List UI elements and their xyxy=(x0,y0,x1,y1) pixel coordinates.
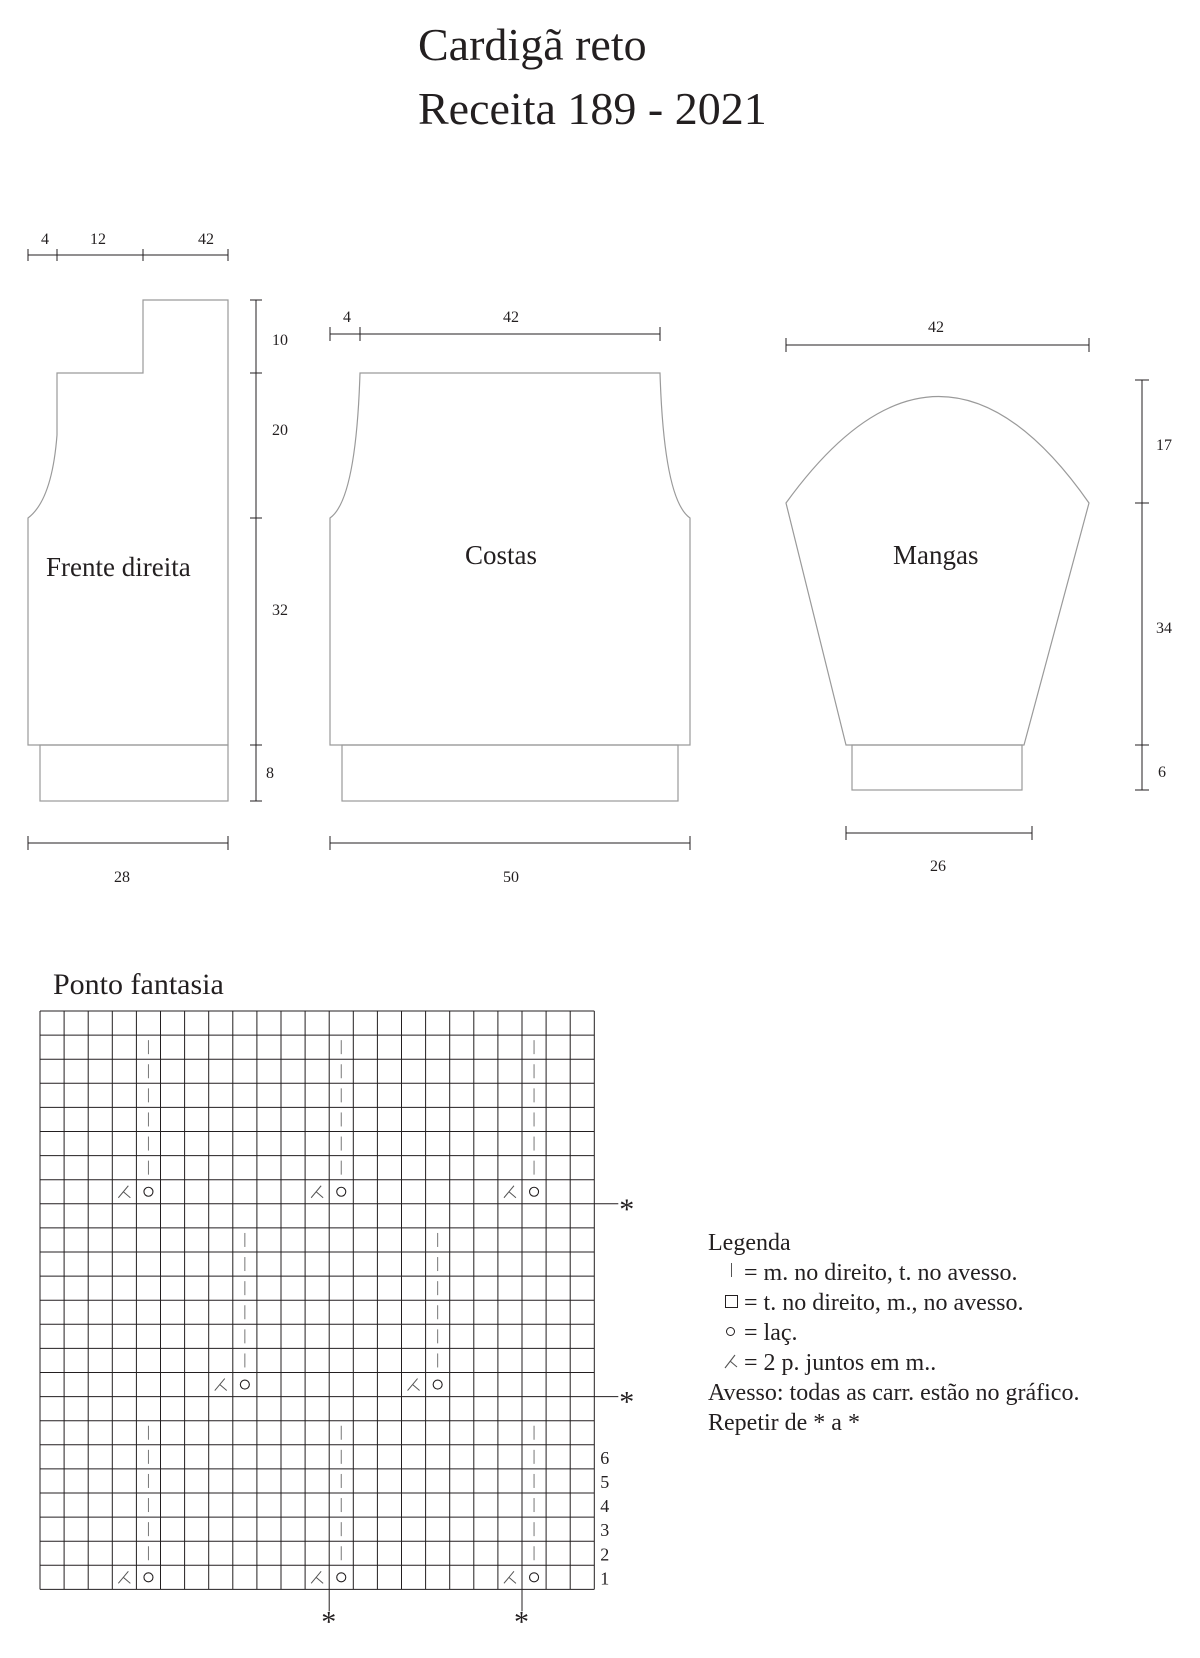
k2tog-symbol xyxy=(408,1379,420,1391)
legend-text-knit: = m. no direito, t. no avesso. xyxy=(744,1260,1018,1286)
front-dim-10: 10 xyxy=(272,332,288,349)
yarn-over-symbol xyxy=(337,1187,346,1196)
back-top-dimension xyxy=(330,327,660,341)
yarn-over-symbol xyxy=(337,1573,346,1582)
back-dim-4: 4 xyxy=(343,309,351,326)
front-dim-width: 42 xyxy=(198,231,214,248)
yarn-over-symbol xyxy=(144,1573,153,1582)
sleeve-top-dimension xyxy=(786,338,1089,352)
sleeve-piece-label: Mangas xyxy=(893,540,979,570)
sleeve-bottom-dimension xyxy=(846,826,1032,840)
page-title: Cardigã reto xyxy=(418,19,647,70)
front-top-dimension xyxy=(28,249,228,261)
chart-title: Ponto fantasia xyxy=(53,968,224,1001)
front-dim-neck-depth: 4 xyxy=(41,231,49,248)
legend xyxy=(708,1228,1079,1438)
front-dim-28: 28 xyxy=(114,869,130,886)
repeat-markers xyxy=(321,1193,634,1639)
front-side-dimension xyxy=(250,300,262,801)
stitch-chart-grid xyxy=(40,1011,594,1589)
yarn-over-icon xyxy=(722,1322,742,1344)
row-number: 3 xyxy=(600,1520,610,1541)
legend-item-purl xyxy=(708,1288,1079,1318)
sleeve-dim-34: 34 xyxy=(1156,620,1172,637)
front-dim-8: 8 xyxy=(266,765,274,782)
row-number: 4 xyxy=(600,1496,610,1517)
k2tog-symbol xyxy=(118,1571,130,1583)
yarn-over-symbol xyxy=(433,1380,442,1389)
yarn-over-symbol xyxy=(530,1187,539,1196)
k2tog-symbol xyxy=(311,1186,323,1198)
front-dim-20: 20 xyxy=(272,422,288,439)
repeat-marker-top: * xyxy=(619,1192,635,1226)
back-piece xyxy=(330,373,690,801)
sleeve-dim-17: 17 xyxy=(1156,437,1172,454)
k2tog-symbol xyxy=(311,1571,323,1583)
yarn-over-symbol xyxy=(144,1187,153,1196)
row-number: 6 xyxy=(600,1447,610,1468)
repeat-marker-bottom: * xyxy=(321,1605,337,1639)
sleeve-dim-6: 6 xyxy=(1158,764,1166,781)
legend-text-yo: = laç. xyxy=(744,1320,798,1346)
row-numbers xyxy=(600,1448,609,1589)
knit-icon xyxy=(722,1262,742,1284)
front-bottom-dimension xyxy=(28,836,228,850)
back-bottom-dimension xyxy=(330,836,690,850)
back-piece-label: Costas xyxy=(465,540,538,570)
yarn-over-symbol xyxy=(530,1573,539,1582)
yarn-over-symbol xyxy=(240,1380,249,1389)
stitch-chart-symbols xyxy=(118,1040,538,1583)
legend-item-k2tog xyxy=(708,1348,1079,1378)
legend-note-repeat: Repetir de * a * xyxy=(708,1410,860,1436)
row-number: 1 xyxy=(600,1568,610,1589)
k2tog-icon xyxy=(722,1352,742,1374)
legend-item-knit xyxy=(708,1258,1079,1288)
sleeve-dim-42: 42 xyxy=(928,319,944,336)
row-number: 5 xyxy=(600,1471,610,1492)
legend-text-k2tog: = 2 p. juntos em m.. xyxy=(744,1350,937,1376)
repeat-marker-mid: * xyxy=(619,1385,635,1419)
legend-item-yo xyxy=(708,1318,1079,1348)
sleeve-piece xyxy=(786,397,1089,791)
front-piece xyxy=(28,300,228,801)
k2tog-symbol xyxy=(504,1571,516,1583)
legend-title: Legenda xyxy=(708,1230,791,1256)
back-dim-42: 42 xyxy=(503,309,519,326)
legend-text-purl: = t. no direito, m., no avesso. xyxy=(744,1290,1024,1316)
front-dim-32: 32 xyxy=(272,602,288,619)
back-dim-50: 50 xyxy=(503,869,519,886)
recipe-number: Receita 189 - 2021 xyxy=(418,83,767,134)
purl-icon xyxy=(722,1292,742,1314)
legend-note-wrong-side: Avesso: todas as carr. estão no gráfico. xyxy=(708,1380,1080,1406)
k2tog-symbol xyxy=(504,1186,516,1198)
k2tog-symbol xyxy=(118,1186,130,1198)
repeat-marker-bottom: * xyxy=(514,1605,529,1639)
sleeve-side-dimension xyxy=(1135,380,1149,790)
k2tog-symbol xyxy=(215,1379,227,1391)
row-number: 2 xyxy=(600,1544,610,1565)
front-dim-shoulder: 12 xyxy=(90,231,106,248)
front-piece-label: Frente direita xyxy=(46,552,191,582)
sleeve-dim-26: 26 xyxy=(930,858,946,875)
